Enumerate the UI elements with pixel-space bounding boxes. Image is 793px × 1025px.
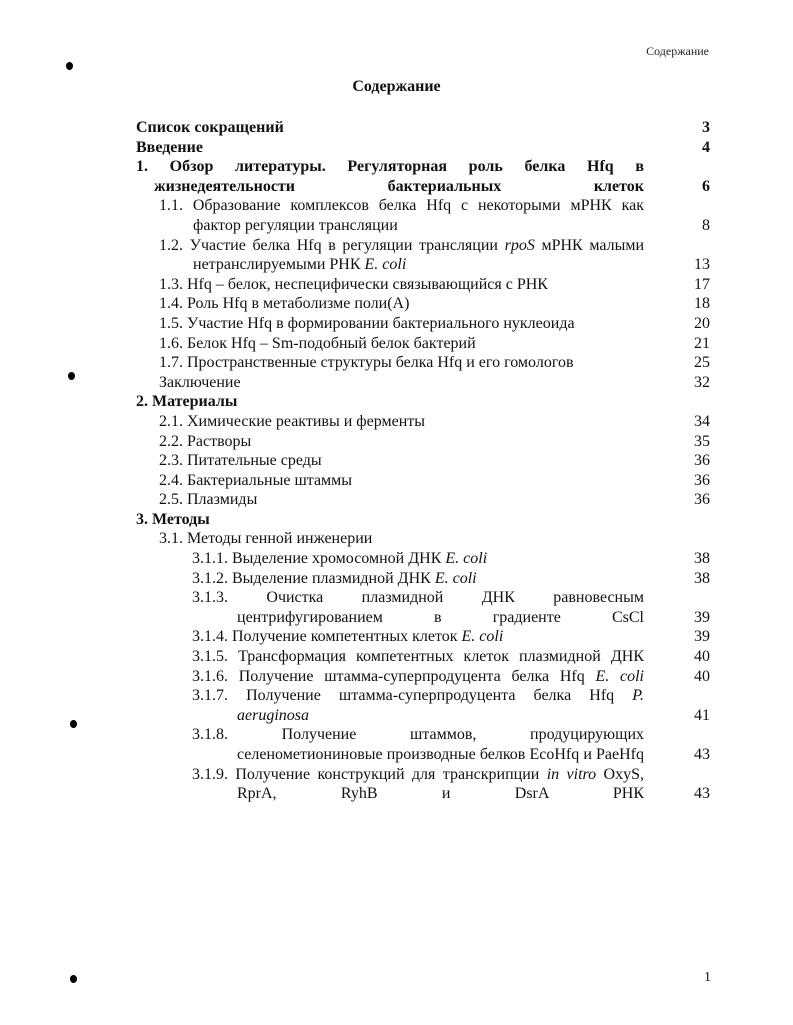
running-head: Содержание [646, 44, 709, 58]
toc-entry [136, 275, 710, 295]
toc-entry [136, 314, 710, 334]
toc-entry-title: 3.1.2. Выделение плазмидной ДНК E. coli [192, 569, 477, 587]
toc-entry-page: 35 [694, 432, 710, 450]
toc-entry-title: 1. Обзор литературы. Регуляторная роль белка Hfq в жизнедеятельности бактериальных клеток [136, 158, 644, 195]
toc-entry-title: 3.1.9. Получение конструкций для транскрипции in vitro OxyS, RprA, RyhB и DsrA РНК [192, 765, 644, 803]
toc-entry-page: 32 [694, 373, 710, 391]
toc-entry-title: 2.5. Плазмиды [159, 491, 258, 509]
toc-entry-page: 21 [694, 334, 710, 352]
toc-entry [136, 549, 710, 569]
toc-entry-page: 13 [694, 256, 710, 274]
toc-entry [136, 196, 710, 235]
binding-hole-mark [70, 720, 77, 728]
toc-entry-title: Заключение [159, 373, 241, 391]
toc-entry [136, 353, 710, 373]
toc-entry-title: 3.1.7. Получение штамма-суперпродуцента белка Hfq P. aeruginosa [192, 687, 644, 724]
toc-entry-title: 3.1.8. Получение штаммов, продуцирующих селенометиониновые производные белков EcoHfq и PaeHfq [192, 726, 644, 763]
toc-entry [136, 138, 710, 158]
toc-entry-title: 3.1.3. Очистка плазмидной ДНК равновесным центрифугированием в градиенте CsCl [192, 589, 644, 626]
table-of-contents [136, 118, 710, 804]
toc-entry [136, 373, 710, 393]
toc-entry-title: 3.1.5. Трансформация компетентных клеток плазмидной ДНК [192, 648, 644, 666]
toc-entry-page: 36 [694, 452, 710, 470]
toc-entry-page: 8 [702, 216, 710, 234]
toc-entry-title: 2.4. Бактериальные штаммы [159, 471, 353, 489]
binding-hole-mark [68, 372, 75, 380]
toc-entry-title: 3.1. Методы генной инженерии [159, 530, 373, 548]
toc-entry-title: 1.7. Пространственные структуры белка Hfq и его гомологов [159, 354, 574, 372]
toc-entry-page: 3 [702, 119, 710, 136]
toc-entry [136, 118, 710, 138]
toc-entry [136, 412, 710, 432]
toc-entry [136, 236, 710, 275]
toc-entry [136, 392, 710, 412]
toc-entry [136, 686, 710, 725]
page-title: Содержание [352, 78, 441, 95]
toc-entry-title: 2.2. Растворы [159, 432, 252, 450]
toc-entry-title: 3.1.6. Получение штамма-суперпродуцента белка Hfq E. coli [192, 667, 644, 685]
toc-entry [136, 432, 710, 452]
toc-entry-page: 41 [694, 706, 710, 724]
toc-entry [136, 765, 710, 804]
toc-entry-title: 2. Материалы [136, 393, 238, 411]
toc-entry-page: 39 [694, 628, 710, 646]
toc-entry-page: 17 [694, 275, 710, 293]
toc-entry [136, 627, 710, 647]
page-number: 1 [704, 970, 711, 985]
toc-entry [136, 569, 710, 589]
toc-entry-page: 43 [694, 746, 710, 763]
toc-entry-page: 18 [694, 295, 710, 313]
toc-entry [136, 510, 710, 530]
binding-hole-mark [70, 975, 77, 983]
toc-entry-title: 2.1. Химические реактивы и ферменты [159, 412, 426, 430]
toc-entry [136, 588, 710, 627]
toc-entry [136, 667, 710, 687]
binding-hole-mark [66, 62, 73, 70]
toc-entry-page: 25 [694, 354, 710, 372]
toc-entry-title: 1.4. Роль Hfq в метаболизме поли(A) [159, 295, 410, 313]
toc-entry-page: 20 [694, 314, 710, 332]
toc-entry [136, 471, 710, 491]
toc-entry-title: 1.1. Образование комплексов белка Hfq с некоторыми мРНК как фактор регуляции трансляции [159, 197, 644, 234]
toc-entry [136, 157, 710, 196]
toc-entry-page: 40 [694, 648, 710, 666]
toc-entry [136, 725, 710, 764]
toc-entry-title: 1.5. Участие Hfq в формировании бактериального нуклеоида [159, 314, 575, 332]
toc-entry [136, 451, 710, 471]
toc-entry [136, 647, 710, 667]
toc-entry-page: 38 [694, 569, 710, 587]
toc-entry-title: Список сокращений [136, 119, 284, 136]
toc-entry-title: Введение [136, 138, 203, 156]
toc-entry-page: 40 [694, 667, 710, 685]
toc-entry-page: 39 [694, 608, 710, 626]
toc-entry-title: 1.6. Белок Hfq – Sm-подобный белок бактерий [159, 334, 476, 352]
toc-entry-page: 6 [702, 177, 710, 195]
toc-entry-page: 43 [694, 785, 710, 803]
toc-entry [136, 490, 710, 510]
toc-entry-title: 3. Методы [136, 510, 210, 528]
toc-entry-page: 38 [694, 550, 710, 568]
toc-entry-title: 1.3. Hfq – белок, неспецифически связывающийся с РНК [159, 275, 548, 293]
toc-entry-title: 1.2. Участие белка Hfq в регуляции трансляции rpoS мРНК малыми нетранслируемыми РНК E. coli [159, 236, 645, 274]
toc-entry [136, 529, 710, 549]
toc-entry-title: 2.3. Питательные среды [159, 452, 322, 470]
toc-entry [136, 294, 710, 314]
toc-entry-page: 4 [702, 138, 710, 156]
toc-entry-page: 36 [694, 491, 710, 509]
toc-entry-title: 3.1.4. Получение компетентных клеток E. coli [192, 628, 504, 646]
toc-entry-page: 34 [694, 412, 710, 430]
toc-entry-page: 36 [694, 471, 710, 489]
toc-entry-title: 3.1.1. Выделение хромосомной ДНК E. coli [192, 550, 488, 568]
toc-entry [136, 334, 710, 354]
